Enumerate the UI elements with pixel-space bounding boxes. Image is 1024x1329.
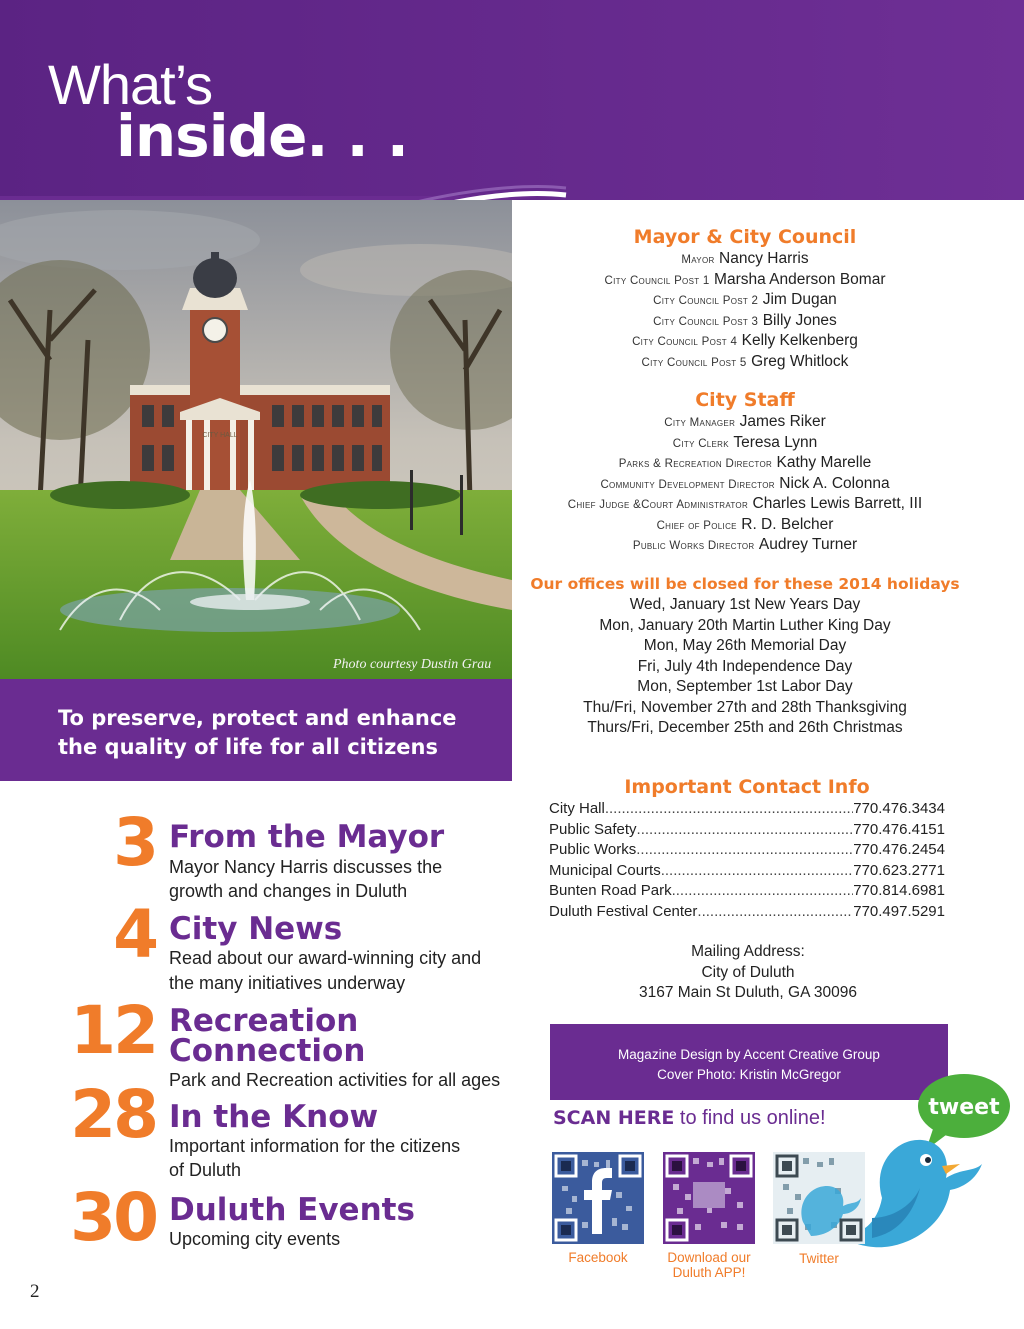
mailing-name: City of Duluth bbox=[701, 963, 795, 981]
person-name: Billy Jones bbox=[762, 311, 837, 329]
toc-page-number: 4 bbox=[113, 896, 156, 973]
role-label: Mayor bbox=[681, 254, 715, 266]
list-item bbox=[530, 515, 960, 536]
list-item bbox=[530, 331, 960, 352]
qr-label-twitter[interactable]: Twitter bbox=[799, 1251, 839, 1266]
list-item: Mon, September 1st Labor Day bbox=[637, 678, 853, 695]
toc-description-line: of Duluth bbox=[169, 1160, 242, 1180]
toc-description-line: the many initiatives underway bbox=[169, 973, 406, 993]
contact-phone[interactable]: 770.476.3434 bbox=[853, 800, 945, 817]
person-name: Kelly Kelkenberg bbox=[741, 332, 858, 349]
mission-statement: To preserve, protect and enhance the quality of life for all citizens bbox=[58, 706, 457, 759]
role-label: City Council Post 1 bbox=[604, 274, 710, 287]
role-label: Chief Judge &Court Administrator bbox=[567, 499, 749, 511]
design-name: Accent Creative Group bbox=[743, 1047, 880, 1062]
list-item: Wed, January 1st New Years Day bbox=[629, 596, 861, 613]
toc-title-line2[interactable]: Connection bbox=[169, 1033, 366, 1069]
contact-label: Duluth Festival Center bbox=[549, 902, 698, 920]
toc-page-number: 3 bbox=[113, 804, 156, 881]
scan-here-bold: SCAN HERE bbox=[553, 1107, 675, 1129]
design-prefix: Magazine Design by bbox=[618, 1047, 744, 1062]
person-name: Marsha Anderson Bomar bbox=[714, 270, 886, 288]
qr-label-facebook[interactable]: Facebook bbox=[568, 1250, 628, 1265]
toc-page-number: 30 bbox=[70, 1179, 156, 1256]
list-item bbox=[530, 311, 960, 332]
list-item bbox=[530, 270, 960, 291]
cover-name: Kristin McGregor bbox=[739, 1067, 841, 1082]
person-name: Greg Whitlock bbox=[751, 352, 849, 370]
role-label: City Council Post 3 bbox=[653, 315, 759, 328]
list-item bbox=[530, 433, 960, 454]
staff-list bbox=[530, 412, 960, 556]
qr-code-twitter[interactable] bbox=[773, 1152, 865, 1244]
person-name: Nancy Harris bbox=[719, 250, 809, 267]
list-item bbox=[530, 474, 960, 495]
contact-phone[interactable]: 770.476.4151 bbox=[853, 820, 945, 838]
person-name: R. D. Belcher bbox=[741, 515, 834, 533]
contact-label: Municipal Courts bbox=[549, 861, 661, 879]
toc-description-line: growth and changes in Duluth bbox=[169, 881, 408, 901]
contact-row bbox=[549, 799, 945, 820]
contact-row bbox=[549, 861, 945, 882]
holidays-heading: Our offices will be closed for these 2014 holidays bbox=[530, 575, 960, 593]
qr-label-app[interactable] bbox=[654, 1250, 764, 1280]
cover-prefix: Cover Photo: bbox=[657, 1067, 740, 1082]
council-heading: Mayor & City Council bbox=[633, 226, 857, 248]
staff-heading: City Staff bbox=[695, 389, 795, 411]
toc-description-line: Park and Recreation activities for all ages bbox=[169, 1070, 501, 1090]
contacts-heading: Important Contact Info bbox=[624, 776, 870, 798]
role-label: Parks & Recreation Director bbox=[618, 458, 773, 470]
contact-label: Public Works bbox=[549, 841, 637, 858]
city-hall-sign: CITY HALL bbox=[202, 432, 238, 439]
title-whats: What’s bbox=[48, 53, 213, 116]
contact-row bbox=[549, 840, 945, 861]
contact-row bbox=[549, 820, 945, 841]
contact-row bbox=[549, 881, 945, 902]
toc-description-line: Important information for the citizens bbox=[169, 1136, 461, 1156]
list-item bbox=[530, 412, 960, 433]
person-name: Jim Dugan bbox=[762, 291, 837, 308]
person-name: Nick A. Colonna bbox=[779, 474, 890, 492]
app-icon bbox=[693, 1182, 725, 1208]
contact-phone[interactable]: 770.623.2771 bbox=[853, 861, 945, 879]
person-name: James Riker bbox=[739, 413, 826, 430]
contacts-list bbox=[549, 799, 945, 922]
contact-label: Bunten Road Park bbox=[549, 882, 672, 899]
tweet-bird-icon bbox=[842, 1068, 1014, 1258]
title-inside: inside. . . bbox=[116, 102, 408, 170]
list-item bbox=[530, 249, 960, 270]
qr-label-app-line2[interactable]: Duluth APP! bbox=[672, 1265, 746, 1280]
role-label: City Council Post 5 bbox=[641, 356, 747, 369]
qr-label-app-line1[interactable]: Download our bbox=[667, 1250, 751, 1265]
list-item bbox=[530, 290, 960, 311]
page-number: 2 bbox=[30, 1281, 40, 1302]
list-item bbox=[530, 535, 960, 556]
contact-phone[interactable]: 770.497.5291 bbox=[853, 902, 945, 920]
list-item: Thu/Fri, November 27th and 28th Thanksgiving bbox=[583, 698, 907, 716]
contact-row bbox=[549, 902, 945, 923]
role-label: Chief of Police bbox=[656, 519, 737, 532]
toc-description-line: Read about our award-winning city and bbox=[169, 948, 482, 968]
role-label: City Council Post 4 bbox=[632, 336, 738, 348]
list-item: Fri, July 4th Independence Day bbox=[637, 657, 853, 675]
role-label: City Clerk bbox=[672, 437, 729, 450]
list-item bbox=[530, 453, 960, 474]
toc-title[interactable]: Recreation bbox=[169, 1003, 359, 1039]
council-list bbox=[530, 249, 960, 372]
list-item: Mon, January 20th Martin Luther King Day bbox=[599, 616, 891, 634]
contact-label: City Hall bbox=[549, 800, 605, 817]
mailing-street: 3167 Main St Duluth, GA 30096 bbox=[638, 984, 857, 1001]
person-name: Audrey Turner bbox=[758, 536, 858, 553]
toc-description-line: Upcoming city events bbox=[169, 1229, 341, 1249]
list-item bbox=[530, 494, 960, 515]
city-hall-photo bbox=[0, 200, 512, 680]
list-item bbox=[530, 352, 960, 373]
contact-phone[interactable]: 770.814.6981 bbox=[853, 882, 945, 899]
toc-title[interactable]: Duluth Events bbox=[169, 1192, 415, 1228]
role-label: City Council Post 2 bbox=[653, 295, 759, 307]
person-name: Charles Lewis Barrett, III bbox=[752, 495, 923, 512]
mailing-address bbox=[548, 942, 948, 1004]
holidays-list bbox=[530, 595, 960, 739]
contact-phone[interactable]: 770.476.2454 bbox=[853, 841, 945, 858]
photo-credit: Photo courtesy Dustin Grau bbox=[333, 657, 492, 672]
toc-title[interactable]: From the Mayor bbox=[169, 819, 445, 855]
qr-code-app[interactable] bbox=[663, 1152, 755, 1244]
role-label: Community Development Director bbox=[600, 478, 775, 491]
contact-label: Public Safety bbox=[549, 820, 637, 838]
list-item: Mon, May 26th Memorial Day bbox=[643, 637, 847, 654]
toc-title[interactable]: City News bbox=[169, 911, 343, 947]
city-hall-illustration bbox=[0, 200, 512, 680]
person-name: Teresa Lynn bbox=[733, 433, 818, 451]
person-name: Kathy Marelle bbox=[776, 454, 872, 471]
toc-description-line: Mayor Nancy Harris discusses the bbox=[169, 857, 443, 877]
toc-page-number: 12 bbox=[70, 992, 156, 1069]
role-label: City Manager bbox=[664, 417, 736, 429]
scan-here-text bbox=[553, 1107, 826, 1130]
qr-code-facebook[interactable] bbox=[552, 1152, 644, 1244]
toc-page-number: 28 bbox=[70, 1076, 156, 1153]
mailing-label: Mailing Address: bbox=[691, 943, 805, 960]
list-item: Thurs/Fri, December 25th and 26th Christmas bbox=[587, 719, 903, 736]
role-label: Public Works Director bbox=[632, 540, 755, 552]
scan-here-rest: to find us online! bbox=[674, 1107, 826, 1129]
tweet-badge-text: tweet bbox=[928, 1095, 1000, 1120]
toc-title[interactable]: In the Know bbox=[169, 1099, 379, 1135]
